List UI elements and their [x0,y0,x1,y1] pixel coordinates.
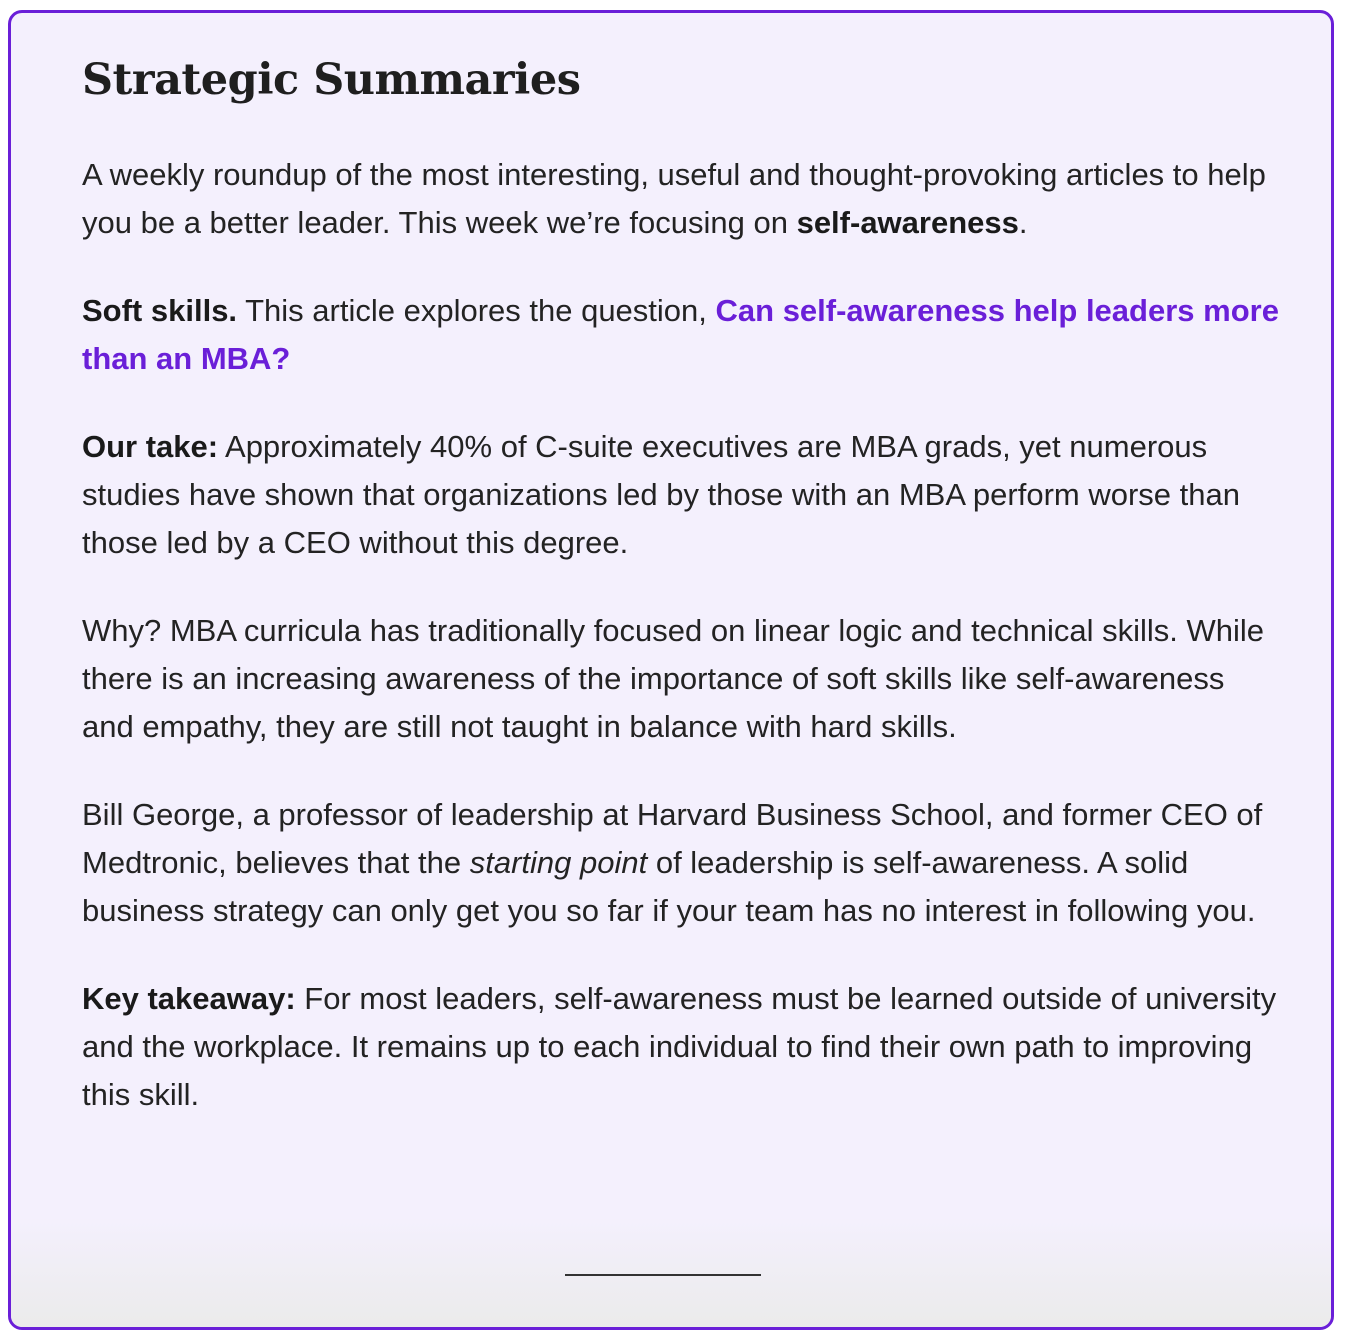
article-link[interactable]: Can self-awareness help leaders more than an MBA? [82,293,1279,376]
intro-text: A weekly roundup of the most interesting, useful and thought-provoking articles to help you be a better leader. This week we’re focusing on [82,157,1266,240]
intro-focus-topic: self-awareness [796,205,1019,240]
our-take-paragraph [82,423,1282,567]
intro-end: . [1018,205,1028,240]
soft-skills-paragraph [82,287,1282,383]
section-divider [565,1274,761,1276]
intro-paragraph [82,151,1282,247]
newsletter-content [82,49,1282,1159]
key-takeaway-text: For most leaders, self-awareness must be learned outside of university and the workplace. It remains up to each individual to find their own path to improving this skill. [82,981,1277,1112]
page-title: Strategic Summaries [82,55,581,105]
bottom-fade [11,1217,1331,1327]
why-paragraph: Why? MBA curricula has traditionally focused on linear logic and technical skills. While there is an increasing awareness of the importance of soft skills like self-awareness and empathy, they are still not taught in balance with hard skills. [82,613,1264,744]
soft-skills-text: This article explores the question, [237,293,716,328]
our-take-text: Approximately 40% of C-suite executives are MBA grads, yet numerous studies have shown that organizations led by those with an MBA perform worse than those led by a CEO without this degree. [82,429,1240,560]
soft-skills-label: Soft skills. [82,293,238,328]
bill-george-before: Bill George, a professor of leadership at Harvard Business School, and former CEO of Medtronic, believes that the [82,797,1263,880]
bill-george-paragraph [82,791,1282,935]
bill-george-after: of leadership is self-awareness. A solid business strategy can only get you so far if your team has no interest in following you. [82,845,1256,928]
key-takeaway-label: Key takeaway: [82,981,296,1016]
newsletter-card [8,10,1334,1330]
our-take-label: Our take: [82,429,219,464]
key-takeaway-paragraph [82,975,1282,1119]
bill-george-emphasis: starting point [469,845,648,880]
